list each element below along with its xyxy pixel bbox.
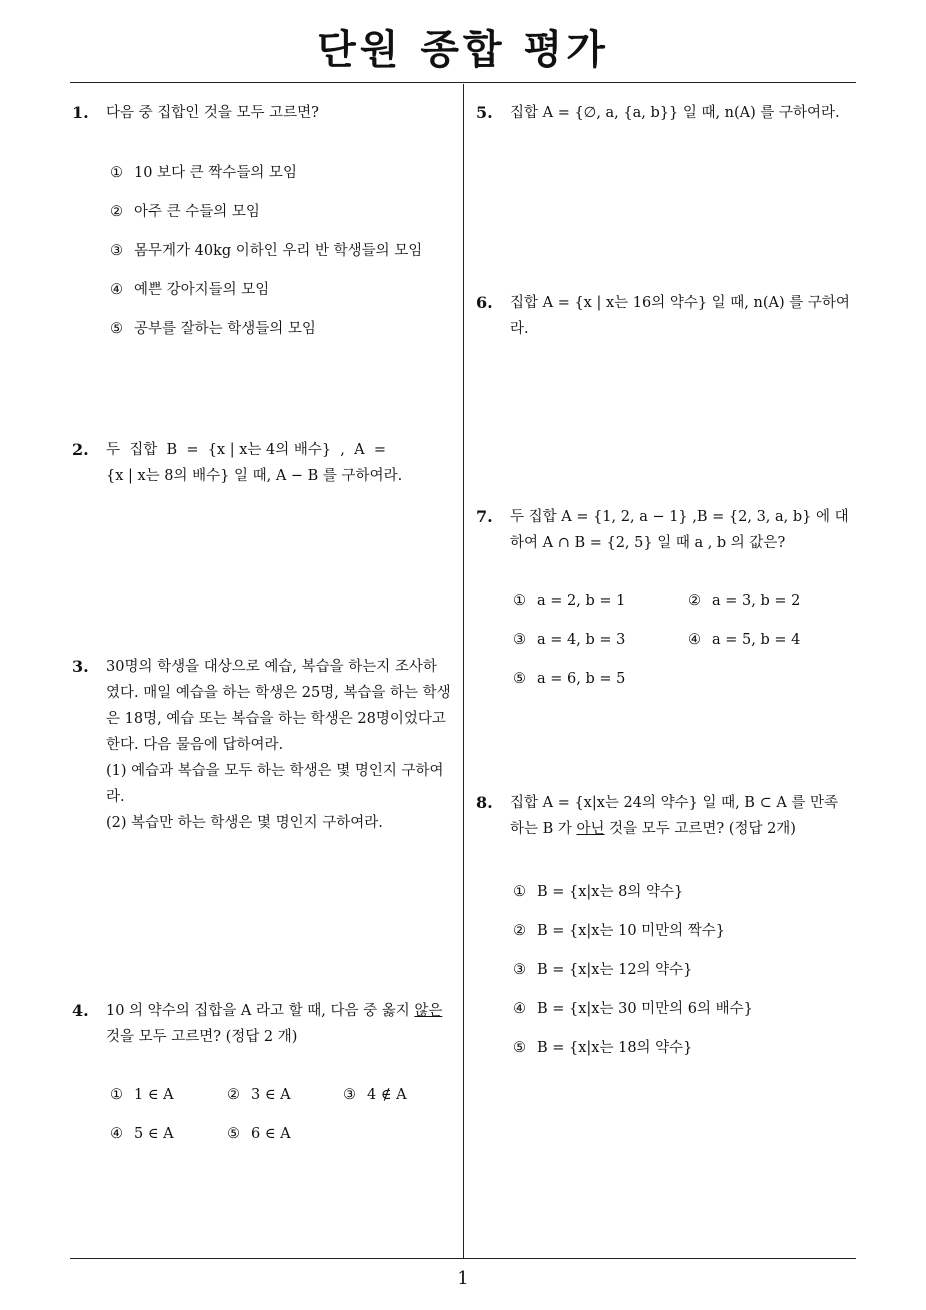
option-5 [110,317,316,338]
option-mark: ① [513,884,526,900]
question-5 [476,100,861,126]
page-number: 1 [457,1268,469,1289]
option-text: 5 ∈ A [134,1126,174,1142]
question-7 [476,504,861,556]
option-2 [513,919,725,940]
option-mark: ② [227,1087,240,1103]
option-1 [110,161,297,182]
option-mark: ② [110,204,123,220]
option-text: B = {x|x는 12의 약수} [537,962,693,978]
option-text: 3 ∈ A [251,1087,291,1103]
option-5 [227,1126,291,1142]
question-number: 6. [476,293,493,312]
question-text: 다음 중 집합인 것을 모두 고르면? [106,105,319,121]
option-3 [343,1087,407,1103]
option-text: a = 6, b = 5 [537,671,626,687]
question-number: 2. [72,440,89,459]
option-mark: ⑤ [110,321,123,337]
question-number: 5. [476,103,493,122]
question-text-line-7: (2) 복습만 하는 학생은 몇 명인지 구하여라. [106,815,383,831]
question-4 [72,998,457,1050]
question-text-line-1: 두 집합 A = {1, 2, a − 1} ,B = {2, 3, a, b} 에 대 [510,509,849,525]
option-text: 1 ∈ A [134,1087,174,1103]
question-6 [476,290,861,342]
question-text-line-2-post: 것을 모두 고르면? (정답 2개) [604,821,796,837]
option-5 [513,671,625,687]
question-8 [476,790,861,842]
column-divider [463,84,464,1258]
option-1 [110,1087,174,1103]
option-2 [227,1087,291,1103]
option-mark: ① [110,165,123,181]
option-text: 4 ∉ A [367,1087,407,1103]
question-text-line-2: 하여 A ∩ B = {2, 5} 일 때 a , b 의 값은? [510,535,786,551]
underlined-word: 아닌 [576,821,605,837]
question-number: 3. [72,657,89,676]
option-3 [110,239,422,260]
question-3 [72,654,457,836]
question-text-line-1: 10 의 약수의 집합을 A 라고 할 때, 다음 중 옳지 [106,1003,415,1019]
option-mark: ④ [513,1001,526,1017]
option-mark: ③ [513,632,526,648]
question-text-line-1: 두 집합 B = {x | x는 4의 배수} , A = [106,442,386,458]
bottom-rule [70,1258,856,1259]
question-number: 7. [476,507,493,526]
question-text-line-6: 라. [106,789,125,805]
question-number: 8. [476,793,493,812]
option-3 [513,632,625,648]
option-2 [688,593,800,609]
option-mark: ② [513,923,526,939]
option-text: a = 5, b = 4 [712,632,801,648]
option-text: 10 보다 큰 짝수들의 모임 [134,165,297,181]
question-text-line-1: 집합 A = {x | x는 16의 약수} 일 때, n(A) 를 구하여 [510,295,850,311]
option-text: B = {x|x는 8의 약수} [537,884,684,900]
option-mark: ① [513,593,526,609]
option-5 [513,1036,692,1057]
question-text-line-2: 라. [510,321,529,337]
option-text: B = {x|x는 18의 약수} [537,1040,693,1056]
option-text: 6 ∈ A [251,1126,291,1142]
question-text-line-1: 30명의 학생을 대상으로 예습, 복습을 하는지 조사하 [106,659,437,675]
question-text-line-5: (1) 예습과 복습을 모두 하는 학생은 몇 명인지 구하여 [106,763,444,779]
top-rule [70,82,856,83]
option-4 [688,632,800,648]
option-mark: ⑤ [513,671,526,687]
option-mark: ③ [110,243,123,259]
option-mark: ① [110,1087,123,1103]
question-1 [72,100,457,126]
option-1 [513,880,683,901]
question-number: 4. [72,1001,89,1020]
question-text: 집합 A = {∅, a, {a, b}} 일 때, n(A) 를 구하여라. [510,105,840,121]
question-number: 1. [72,103,89,122]
question-text-line-2: 것을 모두 고르면? (정답 2 개) [106,1029,298,1045]
option-4 [513,997,753,1018]
option-text: B = {x|x는 10 미만의 짝수} [537,923,726,939]
option-mark: ④ [110,282,123,298]
question-text-line-4: 한다. 다음 물음에 답하여라. [106,737,284,753]
option-mark: ③ [343,1087,356,1103]
question-text-line-3: 은 18명, 예습 또는 복습을 하는 학생은 28명이었다고 [106,711,446,727]
option-text: a = 4, b = 3 [537,632,626,648]
question-2 [72,437,457,489]
option-mark: ④ [110,1126,123,1142]
option-text: a = 3, b = 2 [712,593,801,609]
question-text-line-2-pre: 하는 B 가 [510,821,577,837]
page-title: 단원 종합 평가 [317,27,609,73]
question-text-line-2: {x | x는 8의 배수} 일 때, A − B 를 구하여라. [106,468,403,484]
option-text: 예쁜 강아지들의 모임 [134,282,270,298]
option-text: a = 2, b = 1 [537,593,626,609]
option-4 [110,278,269,299]
option-mark: ② [688,593,701,609]
option-text: 공부를 잘하는 학생들의 모임 [134,321,316,337]
option-mark: ⑤ [227,1126,240,1142]
option-text: B = {x|x는 30 미만의 6의 배수} [537,1001,753,1017]
option-mark: ③ [513,962,526,978]
option-2 [110,200,260,221]
question-text-line-1: 집합 A = {x|x는 24의 약수} 일 때, B ⊂ A 를 만족 [510,795,839,811]
question-text-line-2: 였다. 매일 예습을 하는 학생은 25명, 복습을 하는 학생 [106,685,451,701]
underlined-word: 않은 [414,1003,443,1019]
option-4 [110,1126,174,1142]
option-text: 아주 큰 수들의 모임 [134,204,260,220]
option-1 [513,593,625,609]
option-mark: ⑤ [513,1040,526,1056]
option-mark: ④ [688,632,701,648]
option-text: 몸무게가 40kg 이하인 우리 반 학생들의 모임 [134,243,423,259]
option-3 [513,958,692,979]
